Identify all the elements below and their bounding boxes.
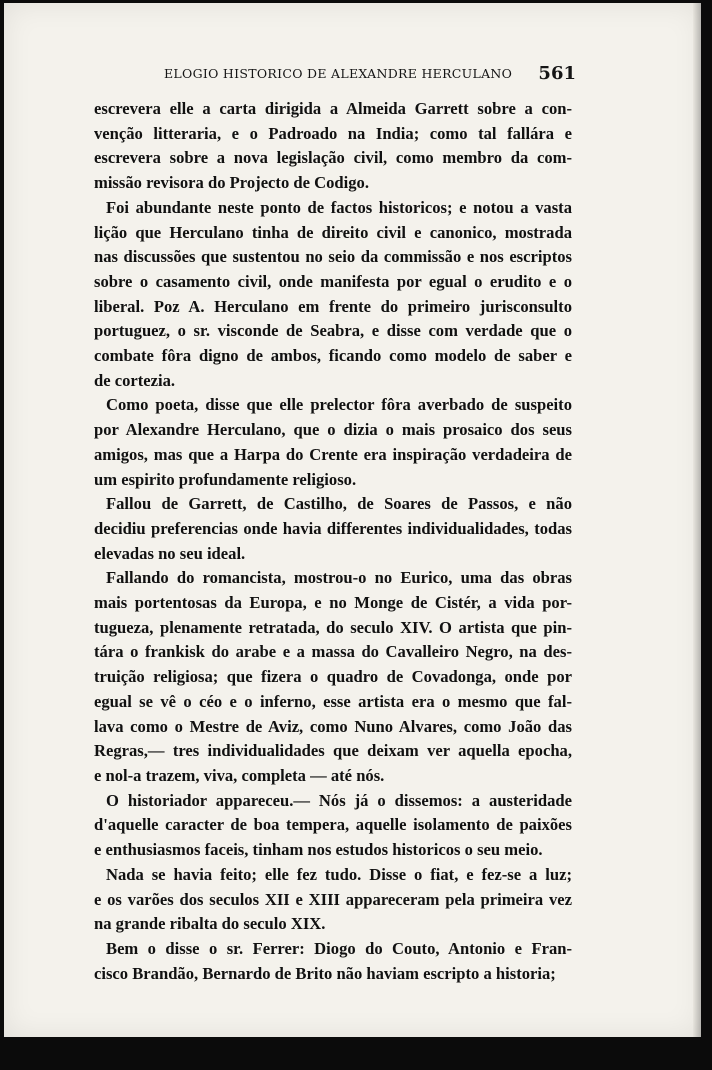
text-line: por Alexandre Herculano, que o dizia o mais prosaico dos seus — [94, 420, 572, 440]
text-line: escrevera elle a carta dirigida a Almeida Garrett sobre a con- — [94, 99, 572, 118]
text-line: e os varões dos seculos XII e XIII appareceram pela primeira vez — [94, 889, 572, 909]
paragraph — [94, 566, 572, 788]
text-line: mais portentosas da Europa, e no Monge de Cistér, a vida por- — [94, 593, 572, 613]
text-line: missão revisora do Projecto de Codigo. — [94, 173, 369, 193]
text-line: elevadas no seu ideal. — [94, 543, 246, 563]
text-line: liberal. Poz A. Herculano em frente do primeiro jurisconsulto — [94, 296, 572, 316]
text-line: portuguez, o sr. visconde de Seabra, e disse com verdade que o — [94, 321, 572, 341]
text-line: decidiu preferencias onde havia differentes individualidades, todas — [94, 518, 572, 538]
text-line: na grande ribalta do seculo XIX. — [94, 914, 326, 934]
text-line: d'aquelle caracter de boa tempera, aquelle isolamento de paixões — [94, 815, 572, 835]
paragraph — [94, 97, 572, 196]
text-line: Fallou de Garrett, de Castilho, de Soares de Passos, e não — [106, 494, 572, 514]
page-edge-shadow — [693, 3, 701, 1037]
running-title: ELOGIO HISTORICO DE ALEXANDRE HERCULANO — [164, 66, 513, 81]
text-line: venção litteraria, e o Padroado na India; como tal fallára e — [94, 123, 572, 143]
paragraph — [94, 492, 572, 566]
paragraph — [94, 863, 572, 937]
text-line: Regras,— tres individualidades que deixam ver aquella epocha, — [94, 741, 572, 761]
text-line: Fallando do romancista, mostrou-o no Eurico, uma das obras — [106, 568, 572, 588]
text-line: nas discussões que sustentou no seio da commissão e nos escriptos — [94, 247, 572, 267]
text-line: tára o frankisk do arabe e a massa do Cavalleiro Negro, na des- — [94, 642, 572, 662]
paragraph — [94, 937, 572, 986]
text-line: egual se vê o céo e o inferno, esse artista era o mesmo que fal- — [94, 691, 572, 711]
paragraph — [94, 196, 572, 394]
page-header — [164, 63, 576, 87]
text-line: O historiador appareceu.— Nós já o dissemos: a austeridade — [106, 790, 572, 810]
text-line: truição religiosa; que fizera o quadro de Covadonga, onde por — [94, 667, 572, 687]
text-line: lição que Herculano tinha de direito civil e canonico, mostrada — [94, 222, 572, 242]
page-number: 561 — [538, 63, 576, 84]
text-line: Nada se havia feito; elle fez tudo. Disse o fiat, e fez-se a luz; — [106, 864, 572, 884]
page-sheet — [4, 3, 701, 1037]
text-line: sobre o casamento civil, onde manifesta por egual o erudito e o — [94, 271, 572, 291]
body-text — [94, 97, 572, 986]
text-line: amigos, mas que a Harpa do Crente era inspiração verdadeira de — [94, 444, 572, 464]
text-line: cisco Brandão, Bernardo de Brito não haviam escripto a historia; — [94, 963, 556, 983]
text-line: e nol-a trazem, viva, completa — até nós. — [94, 765, 385, 785]
text-line: e enthusiasmos faceis, tinham nos estudos historicos o seu meio. — [94, 840, 543, 860]
text-line: escrevera sobre a nova legislação civil, como membro da com- — [94, 148, 572, 168]
text-line: combate fôra digno de ambos, ficando como modelo de saber e — [94, 346, 572, 366]
text-line: um espirito profundamente religioso. — [94, 469, 357, 489]
paragraph — [94, 393, 572, 492]
text-line: tugueza, plenamente retratada, do seculo XIV. O artista que pin- — [94, 617, 572, 637]
text-line: lava como o Mestre de Aviz, como Nuno Alvares, como João das — [94, 716, 572, 736]
text-line: de cortezia. — [94, 370, 176, 390]
text-line: Foi abundante neste ponto de factos historicos; e notou a vasta — [106, 197, 572, 217]
text-line: Bem o disse o sr. Ferrer: Diogo do Couto, Antonio e Fran- — [106, 938, 572, 958]
text-line: Como poeta, disse que elle prelector fôra averbado de suspeito — [106, 395, 572, 415]
paragraph — [94, 789, 572, 863]
